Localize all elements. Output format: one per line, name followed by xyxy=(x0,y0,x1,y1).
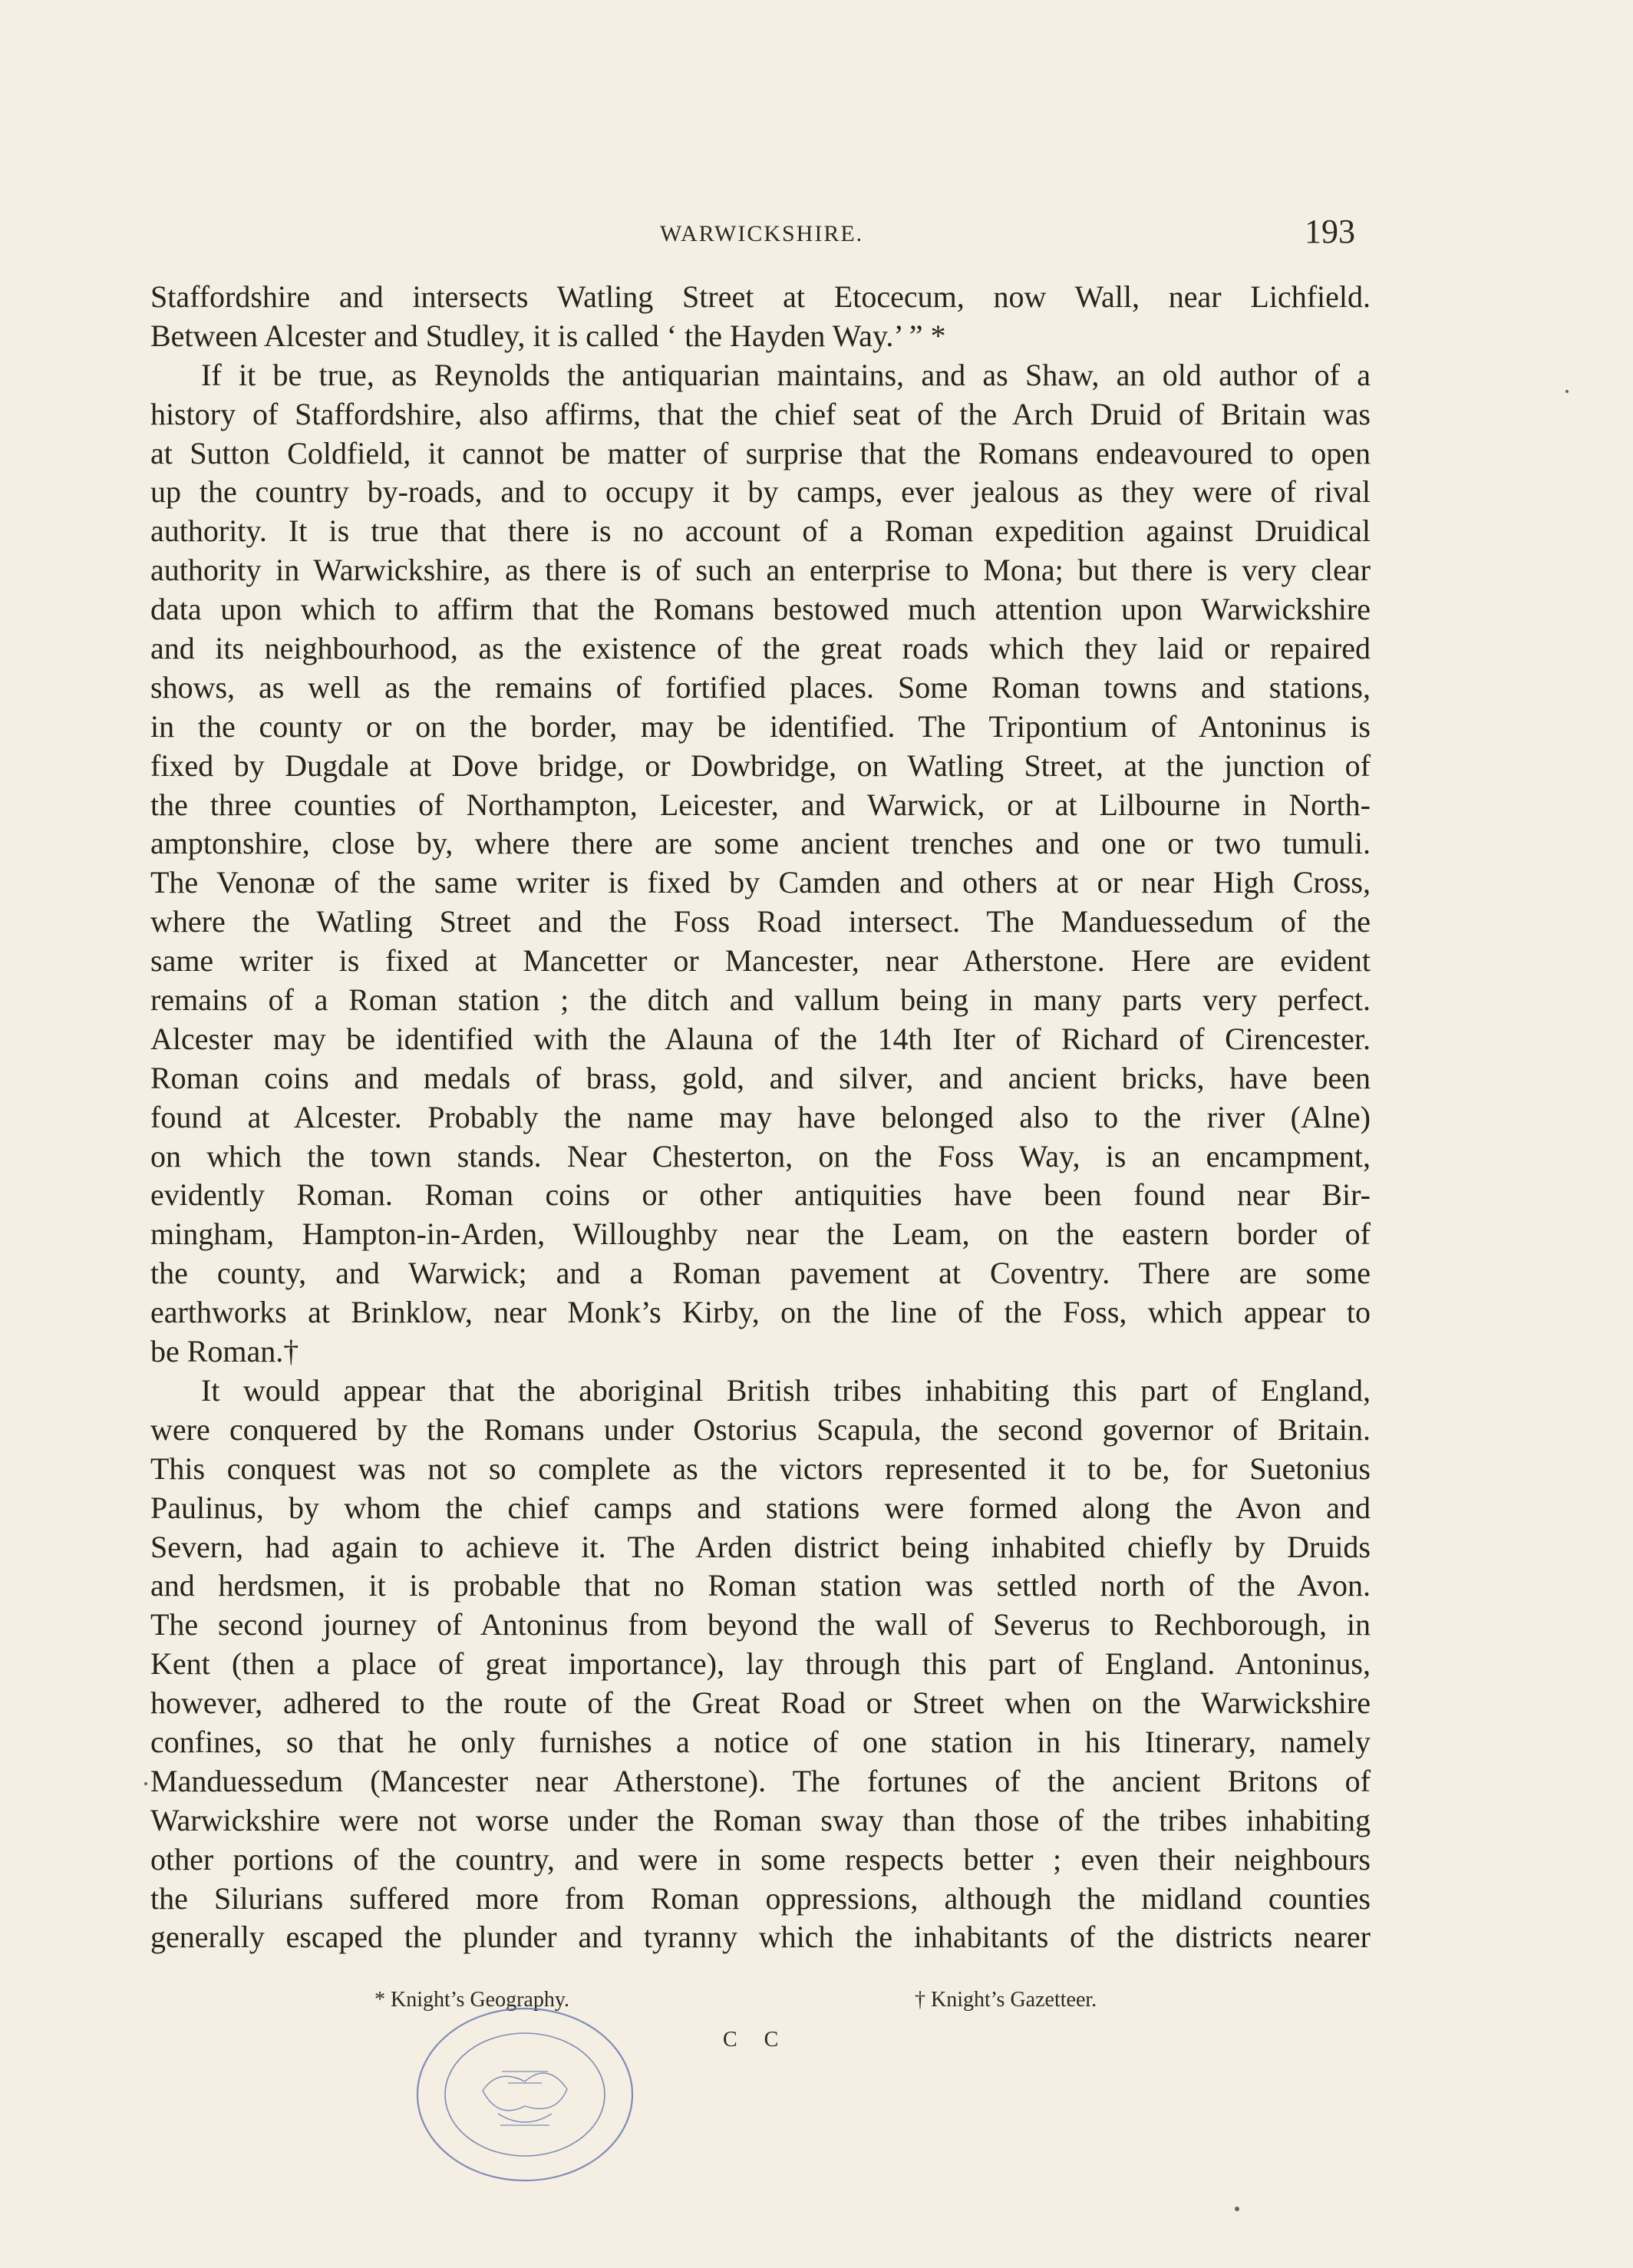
text-line: authority. It is true that there is no account of a Roman expedition against Druidical xyxy=(150,513,1371,549)
text-line: Warwickshire were not worse under the Roman sway than those of the tribes inhabiting xyxy=(150,1802,1371,1837)
text-line: Roman coins and medals of brass, gold, and silver, and ancient bricks, have been xyxy=(150,1060,1371,1095)
text-line: same writer is fixed at Mancetter or Mancester, near Atherstone. Here are evident xyxy=(150,943,1371,979)
text-line: The Venonæ of the same writer is fixed by Camden and others at or near High Cross, xyxy=(150,865,1371,900)
text-line: Staffordshire and intersects Watling Street at Etocecum, now Wall, near Lichfield. xyxy=(150,279,1371,314)
text-line: other portions of the country, and were in some respects better ; even their neighbours xyxy=(150,1841,1371,1877)
text-line: Between Alcester and Studley, it is called ‘ the Hayden Way.’ ” * xyxy=(150,318,946,353)
text-line: at Sutton Coldfield, it cannot be matter of surprise that the Romans endeavoured to open xyxy=(150,435,1371,470)
text-line: in the county or on the border, may be identified. The Tripontium of Antoninus is xyxy=(150,708,1371,744)
text-line: This conquest was not so complete as the victors represented it to be, for Suetonius xyxy=(150,1451,1371,1486)
text-line: and herdsmen, it is probable that no Roman station was settled north of the Avon. xyxy=(150,1568,1371,1603)
text-line: Alcester may be identified with the Alauna of the 14th Iter of Richard of Cirencester. xyxy=(150,1021,1371,1056)
text-line: be Roman.† xyxy=(150,1334,299,1369)
text-line: the Silurians suffered more from Roman oppressions, although the midland counties xyxy=(150,1880,1371,1916)
text-line: Manduessedum (Mancester near Atherstone). The fortunes of the ancient Britons of xyxy=(150,1763,1371,1798)
text-line: however, adhered to the route of the Great Road or Street when on the Warwickshire xyxy=(150,1685,1371,1721)
text-line: earthworks at Brinklow, near Monk’s Kirby, on the line of the Foss, which appear to xyxy=(150,1295,1371,1330)
paper-speck xyxy=(1565,390,1569,393)
text-line: generally escaped the plunder and tyranny which the inhabitants of the districts nearer xyxy=(150,1920,1371,1955)
text-line: confines, so that he only furnishes a notice of one station in his Itinerary, namely xyxy=(150,1724,1371,1759)
text-line: fixed by Dugdale at Dove bridge, or Dowbridge, on Watling Street, at the junction of xyxy=(150,748,1371,783)
paper-speck xyxy=(1235,2207,1239,2211)
body-text xyxy=(150,278,1371,1957)
text-line: mingham, Hampton-in-Arden, Willoughby near the Leam, on the eastern border of xyxy=(150,1217,1371,1252)
text-line: data upon which to affirm that the Romans bestowed much attention upon Warwickshire xyxy=(150,592,1371,627)
paragraph-start-line: It would appear that the aboriginal British tribes inhabiting this part of England, xyxy=(201,1372,1371,1408)
text-line: authority in Warwickshire, as there is of such an enterprise to Mona; but there is very clear xyxy=(150,553,1371,588)
footnote-knights-geography: * Knight’s Geography. xyxy=(374,1988,570,2012)
stamp-outer-ring xyxy=(417,2009,632,2181)
text-line: shows, as well as the remains of fortified places. Some Roman towns and stations, xyxy=(150,669,1371,705)
text-line: the county, and Warwick; and a Roman pavement at Coventry. There are some xyxy=(150,1256,1371,1291)
text-line: were conquered by the Romans under Ostorius Scapula, the second governor of Britain. xyxy=(150,1411,1371,1447)
text-line: remains of a Roman station ; the ditch and vallum being in many parts very perfect. xyxy=(150,982,1371,1018)
text-line: on which the town stands. Near Chesterton, on the Foss Way, is an encampment, xyxy=(150,1138,1371,1174)
text-line: up the country by-roads, and to occupy it by camps, ever jealous as they were of rival xyxy=(150,474,1371,510)
page-number: 193 xyxy=(1305,213,1355,250)
footnote-knights-gazetteer: † Knight’s Gazetteer. xyxy=(915,1988,1097,2012)
library-stamp xyxy=(410,1999,640,2190)
stamp-crest xyxy=(483,2073,567,2111)
text-line: Paulinus, by whom the chief camps and stations were formed along the Avon and xyxy=(150,1490,1371,1525)
paragraph-start-line: If it be true, as Reynolds the antiquarian maintains, and as Shaw, an old author of a xyxy=(201,357,1371,392)
text-line: history of Staffordshire, also affirms, that the chief seat of the Arch Druid of Britain was xyxy=(150,396,1371,431)
text-line: the three counties of Northampton, Leicester, and Warwick, or at Lilbourne in North- xyxy=(150,787,1371,822)
text-line: evidently Roman. Roman coins or other antiquities have been found near Bir- xyxy=(150,1177,1371,1213)
text-line: amptonshire, close by, where there are some ancient trenches and one or two tumuli. xyxy=(150,826,1371,861)
stamp-inner-ring xyxy=(445,2033,605,2156)
paper-speck xyxy=(144,1782,147,1785)
signature-mark: C C xyxy=(723,2028,790,2052)
text-line: where the Watling Street and the Foss Road intersect. The Manduessedum of the xyxy=(150,904,1371,939)
text-line: The second journey of Antoninus from beyond the wall of Severus to Rechborough, in xyxy=(150,1607,1371,1642)
text-line: Kent (then a place of great importance), lay through this part of England. Antoninus, xyxy=(150,1646,1371,1682)
text-line: Severn, had again to achieve it. The Arden district being inhabited chiefly by Druids xyxy=(150,1529,1371,1564)
running-title: WARWICKSHIRE. xyxy=(660,221,864,246)
text-line: found at Alcester. Probably the name may have belonged also to the river (Alne) xyxy=(150,1099,1371,1134)
text-line: and its neighbourhood, as the existence of the great roads which they laid or repaired xyxy=(150,631,1371,666)
